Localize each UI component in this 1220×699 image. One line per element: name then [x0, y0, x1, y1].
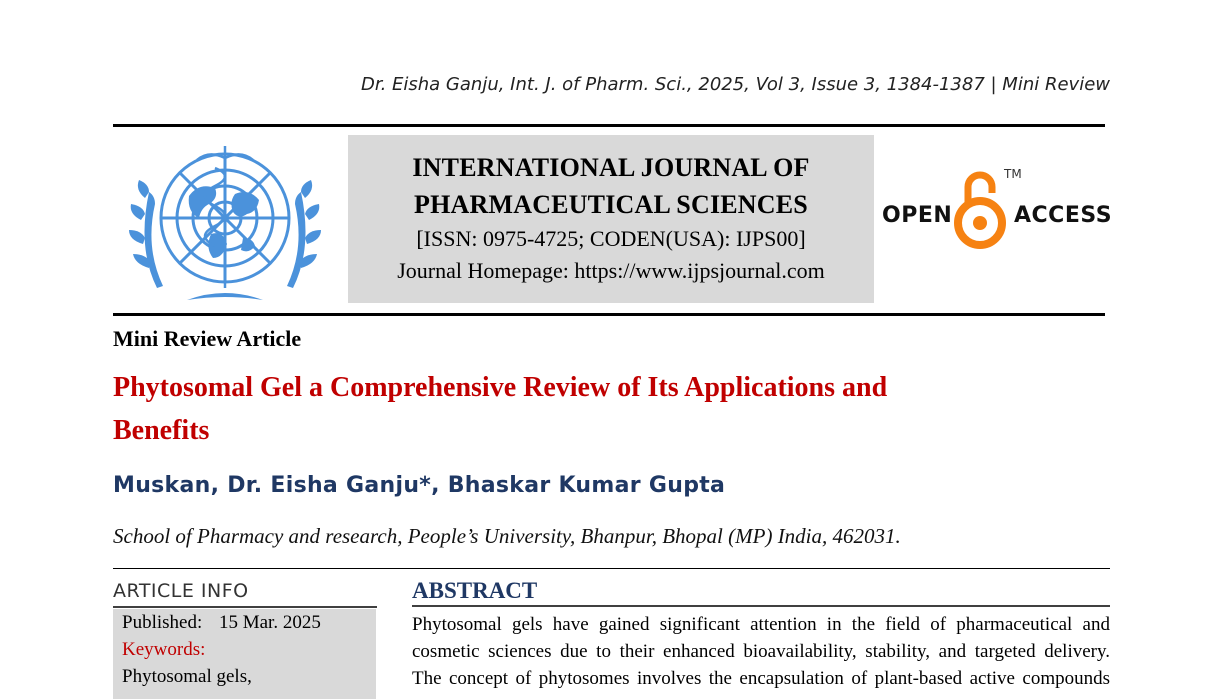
- abstract-body: [412, 611, 1110, 692]
- journal-title-line2: PHARMACEUTICAL SCIENCES: [414, 190, 808, 219]
- abstract-line: The concept of phytosomes involves the encapsulation of plant-based active compounds: [412, 668, 1110, 689]
- article-type: Mini Review Article: [113, 326, 302, 351]
- open-padlock-icon: [954, 165, 1006, 251]
- un-emblem-logo: [127, 138, 323, 304]
- article-title-line2: Benefits: [113, 415, 210, 446]
- article-info-box: [113, 609, 376, 699]
- keyword-item: Phytosomal gels,: [122, 666, 252, 687]
- open-access-logo: [880, 165, 1113, 255]
- article-info-rule: [113, 606, 377, 608]
- section-divider: [113, 568, 1110, 569]
- open-access-word-access: ACCESS: [1014, 203, 1113, 228]
- journal-banner: [348, 135, 874, 303]
- affiliation: School of Pharmacy and research, People’s University, Bhanpur, Bhopal (MP) India, 462031.: [113, 524, 901, 548]
- journal-title-line1: INTERNATIONAL JOURNAL OF: [412, 153, 810, 182]
- published-row: [122, 609, 376, 636]
- open-access-word-open: OPEN: [882, 203, 953, 228]
- published-date: 15 Mar. 2025: [218, 612, 321, 633]
- journal-issn: [ISSN: 0975-4725; CODEN(USA): IJPS00]: [416, 226, 806, 251]
- keywords-label: Keywords:: [122, 639, 206, 660]
- author-list: Muskan, Dr. Eisha Ganju*, Bhaskar Kumar Gupta: [113, 473, 726, 498]
- abstract-line: Phytosomal gels have gained significant attention in the field of pharmaceutical and: [412, 614, 1110, 635]
- published-label: Published:: [122, 612, 203, 633]
- article-title: [113, 366, 1053, 452]
- abstract-heading: ABSTRACT: [412, 578, 538, 603]
- header-bottom-rule: [113, 313, 1105, 316]
- running-head: Dr. Eisha Ganju, Int. J. of Pharm. Sci., 2025, Vol 3, Issue 3, 1384-1387 | Mini Review: [360, 74, 1110, 95]
- article-title-line1: Phytosomal Gel a Comprehensive Review of Its Applications and: [113, 372, 888, 403]
- journal-homepage: Journal Homepage: https://www.ijpsjournal.com: [397, 258, 825, 283]
- open-access-tm: TM: [1004, 167, 1022, 181]
- article-info-heading: ARTICLE INFO: [113, 580, 249, 602]
- abstract-rule: [412, 605, 1110, 607]
- header-top-rule: [113, 124, 1105, 127]
- abstract-line: cosmetic sciences due to their enhanced bioavailability, stability, and targeted delivery.: [412, 641, 1110, 662]
